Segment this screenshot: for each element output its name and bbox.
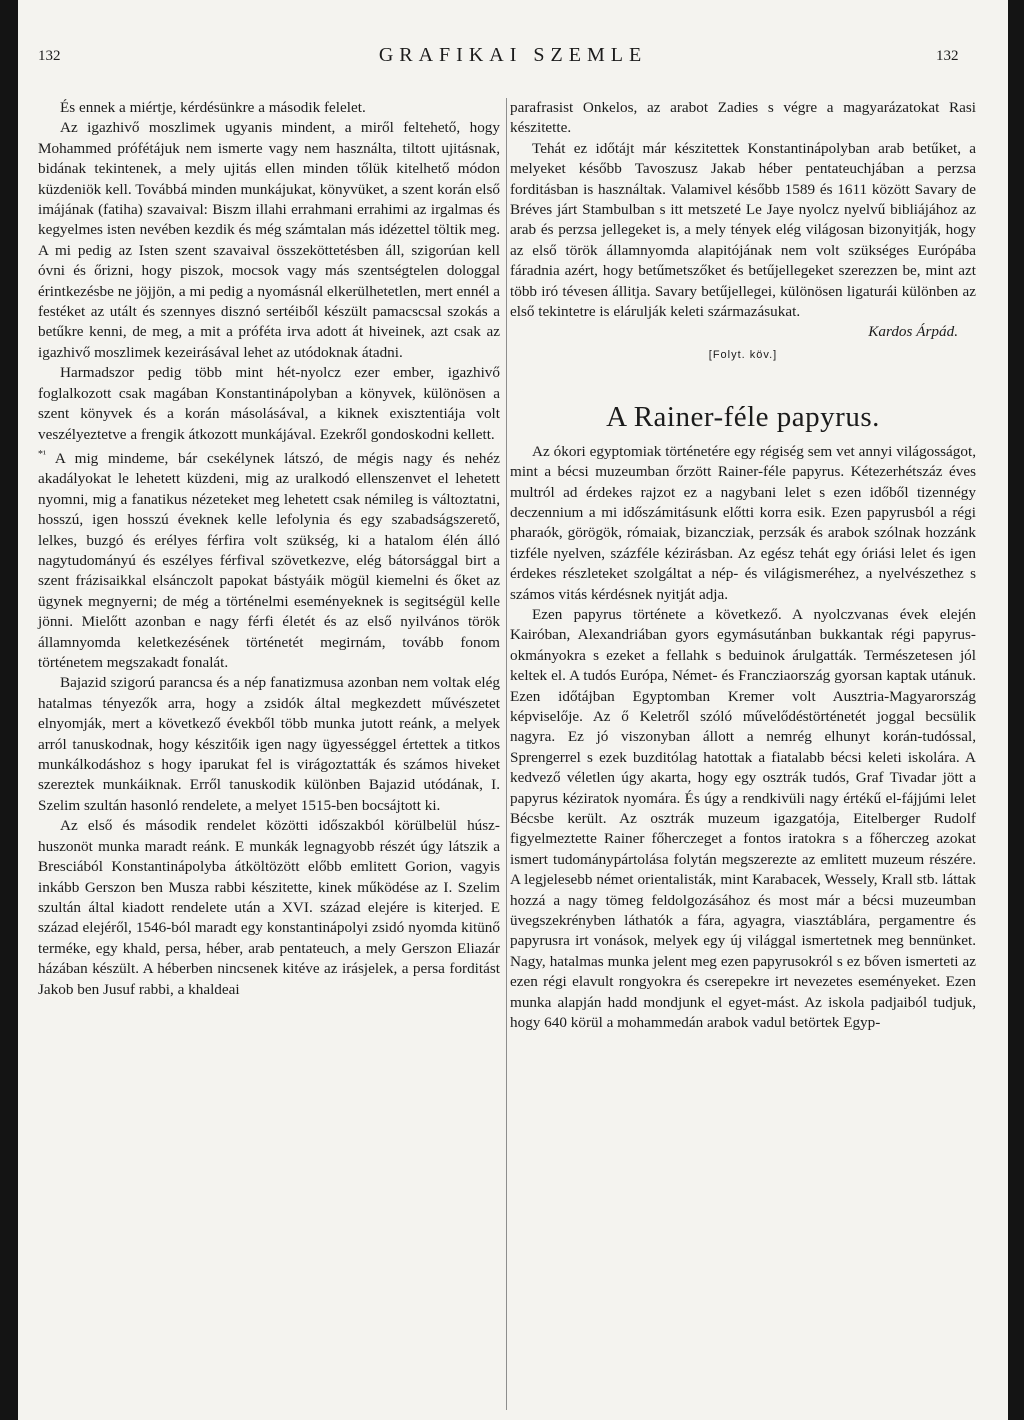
paragraph: Ezen papyrus története a következő. A nyolczvanas évek elején Kairóban, Alexandriában gyors egymásutánban bukkantak régi papyrus-okmányokra s ezeket a fellahk s beduinok árulgatták. Természetesen jól keltek el. A tudós Európa, Német- és Francziaország gyorsan kaptak utánuk. Ezen időtájban Egyptomban Kremer volt Ausztria-Magyarország képviselője. Az ő Keletről szóló művelődéstörténetét joggal becsülik nagyra. Ez jó viszonyban állott a nemrég elhunyt korán-tudóssal, Sprengerrel s ezek buzditólag hatottak a fiatalabb bécsi keleti iskolára. A kedvező véletlen úgy akarta, hogy egy osztrák tudós, Graf Tivadar jött a papyrus kéziratok nyomára. És úgy a rendkivüli nagy értékű el-fájjúmi lelet Bécsbe került. Az osztrák muzeum igazgatója, Eitelberger Rudolf figyelmeztette Rainer főherczeget a fontos iratokra s a főherczeg azokat ismert tudománypártolása folytán megszerezte az emlitett muzeum részére. A legjelesebb német orientalisták, mint Karabacek, Wessely, Krall stb. láttak hozzá a nagy tömeg feldolgozásához és most már a bécsi muzeumban üvegszekrényben láthatók a fára, agyagra, viasztáblára, pergamentre és papyrusra irt vonások, melyek egy új világgal ismertetnek meg bennünket. Nagy, hatalmas munka jelent meg ezen papyrusokról s ez bőven ismerteti az ezen régi elavult rongyokra és cserepekre irt nevezetes eseményeket. Ezen munka alapján hadd mondjunk el egyet-mást. Az iskola padjaiból tudjuk, hogy 640 körül a mohammedán arabok vadul betörtek Egyp- [510,605,976,1032]
journal-title: GRAFIKAI SZEMLE [378,44,648,66]
paragraph: Harmadszor pedig több mint hét-nyolcz ezer ember, igazhivő foglalkozott csak magában Konstantinápolyban a könyvek, különösen a szent könyvek és a korán másolásával, a kiknek exisztentiája volt veszélyeztetve a frengik átkozott munkájával. Ezekről gondoskodni kellett. [38,364,500,443]
right-column [510,98,976,1033]
left-column [38,98,500,1000]
page-number-right: 132 [936,48,959,64]
paragraph: Tehát ez időtájt már készitettek Konstantinápolyban arab betűket, a melyeket később Tavoszusz Jakab héber pentateuchjában a perzsa forditásban is használtak. Valamivel később 1589 és 1611 között Savary de Bréves járt Stambulban s itt metszeté Le Jaye nyolcz nyelvű bibliájához az arab és perzsa jellegeket is, a mely tények elég világosan bizonyitják, hogy az első török államnyomda alapitójának nem volt szükséges Európába fáradnia azért, hogy betűmetszőket és betűjellegeket szerezzen be, mint azt több iró tévesen állitja. Savary betűjellegei, különösen ligaturái különben az első tekintetre is elárulják keleti származásukat. [510,139,976,321]
article-title: A Rainer-féle papyrus. [606,401,880,434]
page-header [18,44,1008,74]
continued-note: [Folyt. köv.] [708,348,778,361]
column-divider [506,98,507,1410]
paragraph: Az igazhivő moszlimek ugyanis mindent, a miről feltehető, hogy Mohammed prófétájuk nem ismerte vagy nem használta, tiltott ujitásnak, bidának tekintenek, a mely ujitás ellen minden tőlük kitelhető módon küzdeniök kell. Továbbá minden munkájukat, könyvüket, a szent korán első imájának (fatiha) szavaival: Biszm illahi errahmani errahimi az irgalmas és kegyelmes isten nevében kezdik és még számtalan más idézettel töltik meg. A mi pedig az Isten szent szavaival összeköttetésben áll, szigorúan kell óvni és őrizni, hogy piszok, mocsok vagy más szentségtelen dologgal érintkezésbe ne jöjjön, a mi pedig a nyomásnál elkerülhetetlen, mert ennél a festéket az utált és szennyes disznó sertéiből készült pamacscsal szokás a betűkre kenni, de meg, a mit a próféta irva adott át hiveinek, azt csak az igazhivő moszlimek kezeirásával lehet az utódoknak átadni. [38,119,500,361]
journal-page [18,0,1008,1420]
paragraph: Az első és második rendelet közötti időszakból körülbelül húsz-huszonöt munka maradt reánk. E munkák legnagyobb részét úgy látszik a Bresciából Konstantinápolyba átköltözött előbb emlitett Gorion, vagyis inkább Gerszon ben Musza rabbi készitette, kinek működése az I. Szelim szultán által kiadott rendelete után a XVI. század elejére is kiterjed. E század elejéről, 1546-ból maradt egy konstantinápolyi zsidó nyomda kitünő terméke, egy khald, persa, héber, arab pentateuch, a mely Gerszon Eliazár házában készült. A héberben nincsenek kitéve az irásjelek, a persa forditást Jakob ben Jusuf rabbi, a khaldeai [38,817,500,998]
paragraph: Az ókori egyptomiak történetére egy régiség sem vet annyi világosságot, mint a bécsi muzeumban őrzött Rainer-féle papyrus. Kétezerhétszáz éves multról ad érdekes rajzot ez a nagybani lelet s ezen időből tizennégy deczennium a mi időszámitásunk előtti korra esik. Ezen papyrusból a régi pharaók, görögök, rómaiak, bizancziak, perzsák és arabok szólnak hozzánk tizféle nyelven, százféle kézirásban. Az egész tehát egy óriási lelet és igen érdekes részleteket szolgáltat a nép- és világismeréhez, a nyelvészethez s számos vitás kérdésnek nyitját adja. [510,442,976,603]
page-number-left: 132 [38,48,61,64]
author-signature: Kardos Árpád. [868,323,958,341]
paragraph-text: A mig mindeme, bár csekélynek látszó, de mégis nagy és nehéz akadályokat le lehetett küzdeni, mig az uralkodó ellenszenvet el lehetett nyomni, mig a fanatikus nézeteket meg lehetett csak némileg is változtatni, hosszú, igen hosszú éveknek kelle lefolynia és egy szabadságszerető, lelkes, buzgó és erélyes férfira volt szükség, ki a hatalom élén álló nagytudományú és eszélyes férfival szövetkezve, elég bátorsággal birt a szent frázisaikkal elsánczolt papokat bástyáik mögül kiemelni és őket az ügynek megnyerni; de még a történelmi eseményeknek is segitségül kelle jönni. Mielőtt azonban e nagy férfi életét és az első nyilvános török államnyomda keletkezésének történetét megirnám, tovább fonom történetem megszakadt fonalát. [38,449,500,672]
paragraph: És ennek a miértje, kérdésünkre a második felelet. [60,99,366,116]
paragraph: parafrasist Onkelos, az arabot Zadies s végre a magyarázatokat Rasi készitette. [510,99,976,137]
paragraph: Bajazid szigorú parancsa és a nép fanatizmusa azonban nem voltak elég hatalmas tényezők arra, hogy a zsidók által megkezdett művészetet elnyomják, mert a következő évekből több munka jutott reánk, a melyek arról tanuskodnak, hogy készitőik igen nagy ügyességgel értettek a titkos munkálkodáshoz s hogy iparukat fel is virágoztatták és számos hiveket szereztek munkáiknak. Erről tanuskodik különben Bajazid utódának, I. Szelim szultán hasonló rendelete, a melyet 1515-ben bocsájtott ki. [38,674,500,814]
paragraph-with-note [38,445,500,674]
footnote-mark: *¹ [38,448,46,460]
